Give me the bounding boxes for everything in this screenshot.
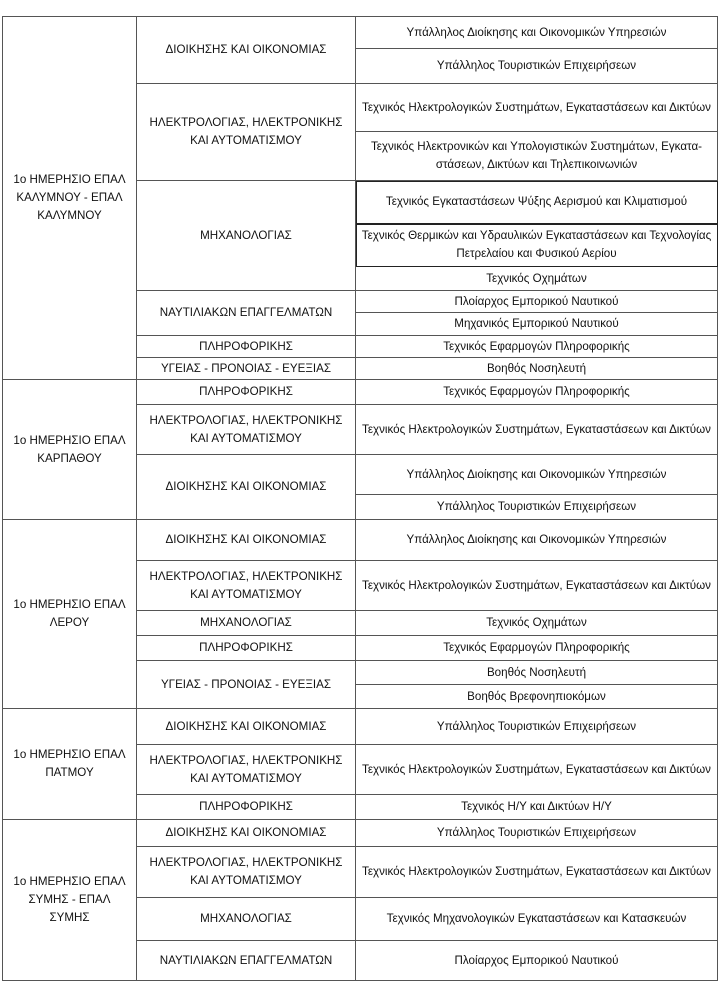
specialty-cell: Τεχνικός Εφαρμογών Πληροφορικής: [356, 336, 718, 358]
specialty-cell: Πλοίαρχος Εμπορικού Ναυτικού: [356, 291, 718, 313]
sector-cell: ΜΗΧΑΝΟΛΟΓΙΑΣ: [137, 181, 356, 291]
specialty-cell: Βοηθός Βρεφονηπιοκόμων: [356, 685, 718, 709]
specialty-cell: Τεχνικός Θερμικών και Υδραυλικών Εγκαταστάσεων και Τεχνολογίας Πετρελαίου και Φυσικού Αερίου: [356, 224, 718, 267]
specialty-cell: Βοηθός Νοσηλευτή: [356, 358, 718, 380]
school-name-cell: 1ο ΗΜΕΡΗΣΙΟ ΕΠΑΛ ΚΑΛΥΜΝΟΥ - ΕΠΑΛ ΚΑΛΥΜΝΟΥ: [3, 17, 137, 380]
table-row: [3, 520, 718, 561]
specialty-cell: Τεχνικός Ηλεκτρολογικών Συστημάτων, Εγκαταστάσεων και Δικτύων: [356, 561, 718, 611]
specialty-cell: Υπάλληλος Διοίκησης και Οικονομικών Υπηρεσιών: [356, 455, 718, 495]
specialty-cell: Υπάλληλος Τουριστικών Επιχειρήσεων: [356, 49, 718, 84]
table-row: [3, 17, 718, 49]
sector-cell: ΔΙΟΙΚΗΣΗΣ ΚΑΙ ΟΙΚΟΝΟΜΙΑΣ: [137, 820, 356, 847]
specialty-cell: Τεχνικός Ηλεκτρολογικών Συστημάτων, Εγκαταστάσεων και Δικτύων: [356, 745, 718, 795]
table-row: [3, 709, 718, 745]
school-name-cell: 1ο ΗΜΕΡΗΣΙΟ ΕΠΑΛ ΚΑΡΠΑΘΟΥ: [3, 380, 137, 520]
specialty-cell: Τεχνικός Οχημάτων: [356, 267, 718, 291]
sector-cell: ΔΙΟΙΚΗΣΗΣ ΚΑΙ ΟΙΚΟΝΟΜΙΑΣ: [137, 17, 356, 84]
specialty-cell: Τεχνικός Εφαρμογών Πληροφορικής: [356, 636, 718, 661]
sector-cell: ΗΛΕΚΤΡΟΛΟΓΙΑΣ, ΗΛΕΚΤΡΟΝΙΚΗΣ ΚΑΙ ΑΥΤΟΜΑΤΙΣΜΟΥ: [137, 745, 356, 795]
specialty-cell: Μηχανικός Εμπορικού Ναυτικού: [356, 313, 718, 336]
specialty-cell: Υπάλληλος Διοίκησης και Οικονομικών Υπηρεσιών: [356, 17, 718, 49]
specialty-cell: Υπάλληλος Τουριστικών Επιχειρήσεων: [356, 820, 718, 847]
specialty-cell: Τεχνικός Ηλεκτρολογικών Συστημάτων, Εγκαταστάσεων και Δικτύων: [356, 84, 718, 132]
sector-cell: ΜΗΧΑΝΟΛΟΓΙΑΣ: [137, 898, 356, 941]
specialty-cell: Πλοίαρχος Εμπορικού Ναυτικού: [356, 941, 718, 981]
sector-cell: ΔΙΟΙΚΗΣΗΣ ΚΑΙ ΟΙΚΟΝΟΜΙΑΣ: [137, 455, 356, 520]
sector-cell: ΥΓΕΙΑΣ - ΠΡΟΝΟΙΑΣ - ΕΥΕΞΙΑΣ: [137, 358, 356, 380]
schools-table: [2, 16, 718, 981]
table-row: [3, 820, 718, 847]
specialty-cell: Τεχνικός Η/Υ και Δικτύων Η/Υ: [356, 795, 718, 820]
specialty-cell: Τεχνικός Οχημάτων: [356, 611, 718, 636]
school-name-cell: 1ο ΗΜΕΡΗΣΙΟ ΕΠΑΛ ΛΕΡΟΥ: [3, 520, 137, 709]
sector-cell: ΠΛΗΡΟΦΟΡΙΚΗΣ: [137, 636, 356, 661]
specialty-cell: Τεχνικός Ηλεκτρολογικών Συστημάτων, Εγκαταστάσεων και Δικτύων: [356, 405, 718, 455]
sector-cell: ΜΗΧΑΝΟΛΟΓΙΑΣ: [137, 611, 356, 636]
table-row: [3, 380, 718, 405]
sector-cell: ΔΙΟΙΚΗΣΗΣ ΚΑΙ ΟΙΚΟΝΟΜΙΑΣ: [137, 520, 356, 561]
specialty-cell: Βοηθός Νοσηλευτή: [356, 661, 718, 685]
sector-cell: ΝΑΥΤΙΛΙΑΚΩΝ ΕΠΑΓΓΕΛΜΑΤΩΝ: [137, 941, 356, 981]
sector-cell: ΗΛΕΚΤΡΟΛΟΓΙΑΣ, ΗΛΕΚΤΡΟΝΙΚΗΣ ΚΑΙ ΑΥΤΟΜΑΤΙΣΜΟΥ: [137, 561, 356, 611]
specialty-cell: Τεχνικός Μηχανολογικών Εγκαταστάσεων και Κατασκευών: [356, 898, 718, 941]
school-name-cell: 1ο ΗΜΕΡΗΣΙΟ ΕΠΑΛ ΣΥΜΗΣ - ΕΠΑΛ ΣΥΜΗΣ: [3, 820, 137, 981]
sector-cell: ΗΛΕΚΤΡΟΛΟΓΙΑΣ, ΗΛΕΚΤΡΟΝΙΚΗΣ ΚΑΙ ΑΥΤΟΜΑΤΙΣΜΟΥ: [137, 84, 356, 181]
specialty-cell: Τεχνικός Ηλεκτρονικών και Υπολογιστικών Συστημάτων, Εγκατα-στάσεων, Δικτύων και Τηλεπικοινωνιών: [356, 132, 718, 181]
sector-cell: ΠΛΗΡΟΦΟΡΙΚΗΣ: [137, 380, 356, 405]
sector-cell: ΠΛΗΡΟΦΟΡΙΚΗΣ: [137, 336, 356, 358]
specialty-cell: Τεχνικός Εφαρμογών Πληροφορικής: [356, 380, 718, 405]
school-name-cell: 1ο ΗΜΕΡΗΣΙΟ ΕΠΑΛ ΠΑΤΜΟΥ: [3, 709, 137, 820]
sector-cell: ΠΛΗΡΟΦΟΡΙΚΗΣ: [137, 795, 356, 820]
specialty-cell: Υπάλληλος Τουριστικών Επιχειρήσεων: [356, 709, 718, 745]
sector-cell: ΗΛΕΚΤΡΟΛΟΓΙΑΣ, ΗΛΕΚΤΡΟΝΙΚΗΣ ΚΑΙ ΑΥΤΟΜΑΤΙΣΜΟΥ: [137, 405, 356, 455]
sector-cell: ΥΓΕΙΑΣ - ΠΡΟΝΟΙΑΣ - ΕΥΕΞΙΑΣ: [137, 661, 356, 709]
sector-cell: ΝΑΥΤΙΛΙΑΚΩΝ ΕΠΑΓΓΕΛΜΑΤΩΝ: [137, 291, 356, 336]
sector-cell: ΗΛΕΚΤΡΟΛΟΓΙΑΣ, ΗΛΕΚΤΡΟΝΙΚΗΣ ΚΑΙ ΑΥΤΟΜΑΤΙΣΜΟΥ: [137, 847, 356, 898]
specialty-cell: Τεχνικός Εγκαταστάσεων Ψύξης Αερισμού και Κλιματισμού: [356, 181, 718, 224]
specialty-cell: Υπάλληλος Τουριστικών Επιχειρήσεων: [356, 495, 718, 520]
schools-table-body: [3, 17, 718, 981]
specialty-cell: Τεχνικός Ηλεκτρολογικών Συστημάτων, Εγκαταστάσεων και Δικτύων: [356, 847, 718, 898]
specialty-cell: Υπάλληλος Διοίκησης και Οικονομικών Υπηρεσιών: [356, 520, 718, 561]
sector-cell: ΔΙΟΙΚΗΣΗΣ ΚΑΙ ΟΙΚΟΝΟΜΙΑΣ: [137, 709, 356, 745]
